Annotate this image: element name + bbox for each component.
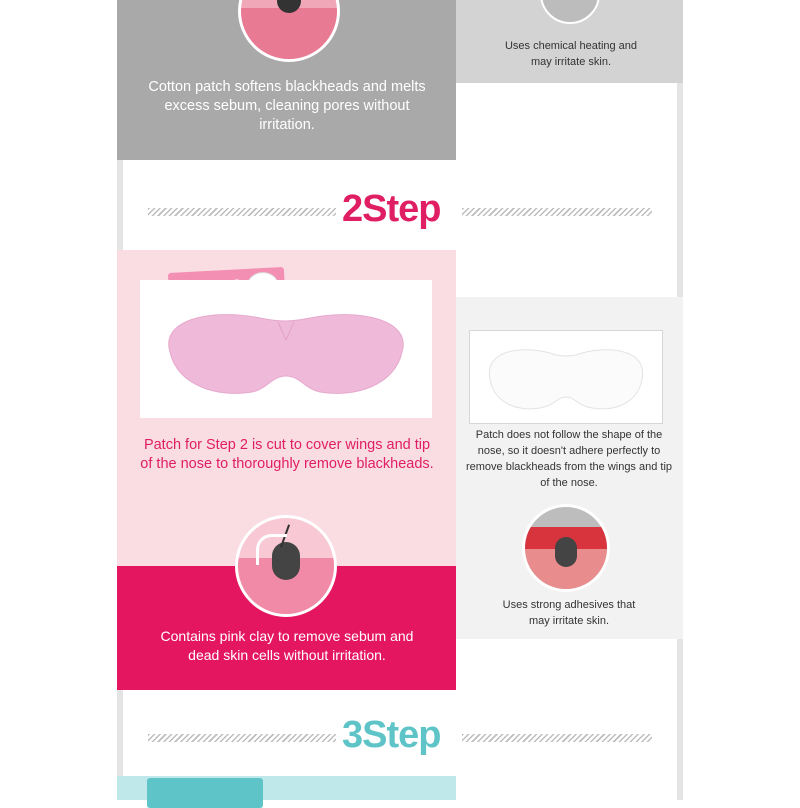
step3-package (147, 778, 263, 808)
step1-left-panel (117, 0, 456, 160)
generic-patch-photo (469, 330, 663, 424)
step2-patch-photo (140, 280, 432, 418)
step2-right-panel (456, 297, 683, 639)
step3-left-panel (117, 776, 456, 800)
step3-heading: 3Step (342, 714, 441, 756)
divider-right-step3 (462, 734, 652, 742)
divider-left-step3 (148, 734, 336, 742)
nose-patch-icon (140, 280, 432, 418)
step2-heading: 2Step (342, 188, 441, 230)
skin-illustration-icon (540, 0, 600, 24)
step1-right-panel (456, 0, 683, 83)
step2-right-patch-text: Patch does not follow the shape of the nose, so it doesn't adhere perfectly to remove blackheads from the wings and tip of the nose. (465, 429, 673, 489)
divider-right (462, 208, 652, 216)
step2-left-bottom-text: Contains pink clay to remove sebum and dead skin cells without irritation. (160, 628, 414, 663)
divider-left (148, 208, 336, 216)
step1-right-text: Uses chemical heating and may irritate skin. (504, 40, 638, 68)
step2-left-patch-text: Patch for Step 2 is cut to cover wings and tip of the nose to thoroughly remove blackheads. (140, 437, 434, 472)
generic-patch-icon (470, 331, 662, 423)
irritated-follicle-icon (522, 504, 610, 592)
step1-left-text: Cotton patch softens blackheads and melts excess sebum, cleaning pores without irritation. (148, 79, 426, 133)
hair-follicle-icon (235, 515, 337, 617)
step2-right-bottom-text: Uses strong adhesives that may irritate skin. (502, 599, 636, 627)
pore-illustration-icon (238, 0, 340, 62)
